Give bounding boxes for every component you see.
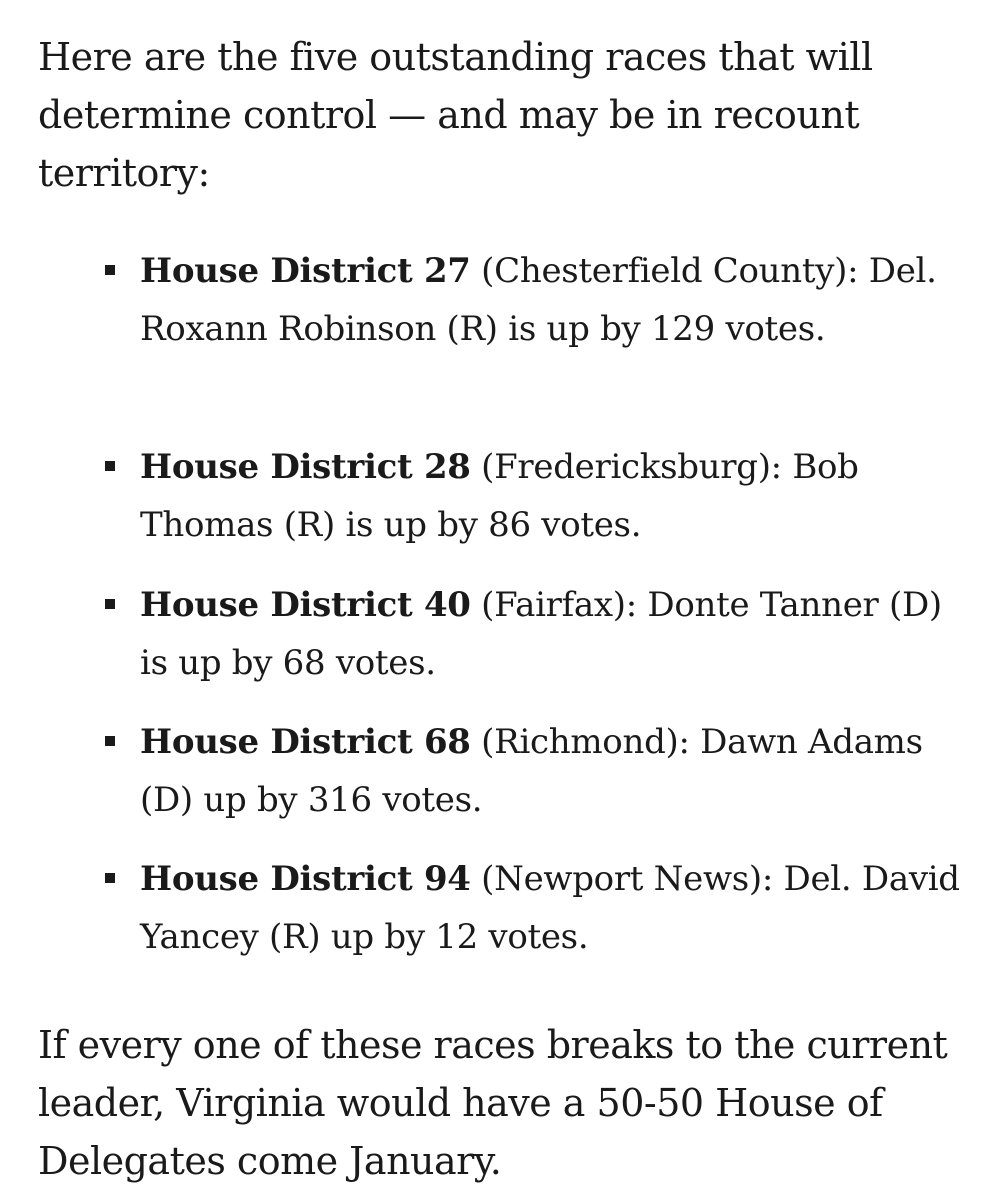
race-detail: (Chesterfield County): Del. Roxann Robinson (R) is up by 129 votes. bbox=[140, 251, 937, 349]
race-district-name: House District 28 bbox=[140, 447, 471, 487]
square-bullet-icon bbox=[105, 461, 115, 471]
race-detail: (Fredericksburg): Bob Thomas (R) is up by 86 votes. bbox=[140, 447, 859, 545]
race-item-district-28 bbox=[140, 438, 960, 554]
race-district-name: House District 27 bbox=[140, 251, 471, 291]
square-bullet-icon bbox=[105, 873, 115, 883]
race-item-district-68 bbox=[140, 713, 960, 829]
race-item-district-27 bbox=[140, 242, 960, 358]
race-detail: (Newport News): Del. David Yancey (R) up by 12 votes. bbox=[140, 859, 960, 957]
race-district-name: House District 40 bbox=[140, 585, 471, 625]
race-detail: (Fairfax): Donte Tanner (D) is up by 68 votes. bbox=[140, 585, 942, 683]
square-bullet-icon bbox=[105, 736, 115, 746]
race-district-name: House District 94 bbox=[140, 859, 471, 899]
square-bullet-icon bbox=[105, 599, 115, 609]
outro-paragraph: If every one of these races breaks to the current leader, Virginia would have a 50-50 House of Delegates come January. bbox=[38, 1023, 948, 1183]
square-bullet-icon bbox=[105, 265, 115, 275]
intro-paragraph: Here are the five outstanding races that will determine control — and may be in recount territory: bbox=[38, 35, 873, 195]
race-district-name: House District 68 bbox=[140, 722, 471, 762]
race-item-district-94 bbox=[140, 850, 960, 966]
race-detail: (Richmond): Dawn Adams (D) up by 316 votes. bbox=[140, 722, 923, 820]
race-item-district-40 bbox=[140, 576, 960, 692]
